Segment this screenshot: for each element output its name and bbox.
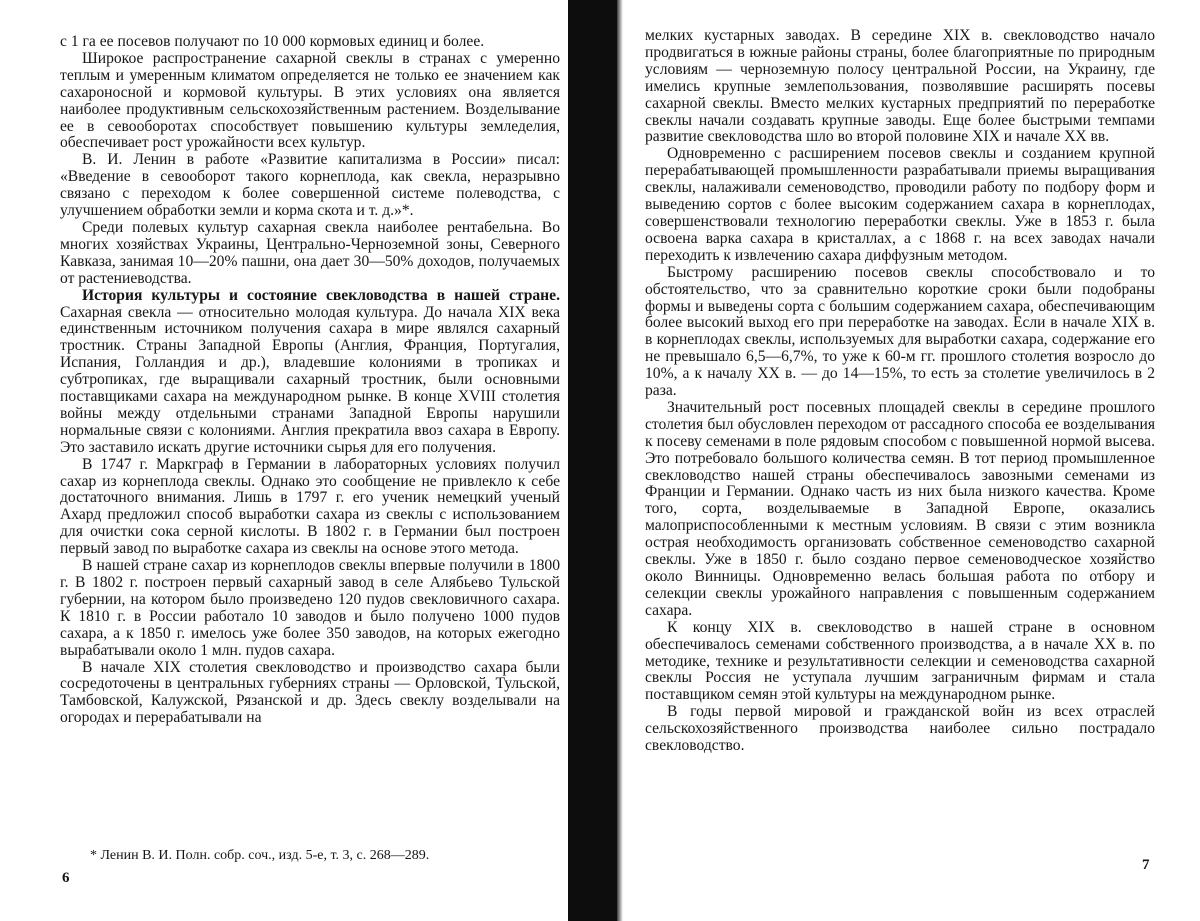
left-paragraph-3: В. И. Ленин в работе «Развитие капитализма в России» писал: «Введение в севооборот такого корнеплода, как свекла, неразрывно связано с переходом к более совершенной системе полеводства, с улучшением обработки земли и корма скота и т. д.»*. <box>60 151 560 220</box>
right-paragraph-5: К концу XIX в. свекловодство в нашей стране в основном обеспечивалось семенами собственного производства, а в начале XX в. по методике, технике и результативности селекции и семеноводства сахарной свеклы Россия не уступала лучшим заграничным фирмам и стала поставщиком семян этой культуры на международном рынке. <box>645 618 1155 704</box>
footnote: * Ленин В. И. Полн. собр. соч., изд. 5-е, т. 3, с. 268—289. <box>90 848 430 863</box>
left-paragraph-4: Среди полевых культур сахарная свекла наиболее рентабельна. Во многих хозяйствах Украины, Центрально-Черноземной зоны, Северного Кавказа, занимая 10—20% пашни, она дает 30—50% доходов, получаемых от растениеводства. <box>60 218 560 287</box>
page-number-right: 7 <box>1142 857 1150 873</box>
left-paragraph-5 <box>60 288 560 457</box>
right-paragraph-6: В годы первой мировой и гражданской войн из всех отраслей сельскохозяйственного производства наиболее сильно пострадало свекловодство. <box>645 703 1155 755</box>
left-paragraph-6: В 1747 г. Маркграф в Германии в лабораторных условиях получил сахар из корнеплода свеклы. Однако это сообщение не привлекло к себе достаточного внимания. Лишь в 1797 г. его ученик немецкий ученый Ахард предложил способ выработки сахара из свеклы с использованием для очистки сока серной кислоты. В 1802 г. в Германии был построен первый завод по выработке сахара из свеклы на основе этого метода. <box>60 455 560 558</box>
right-paragraph-2: Одновременно с расширением посевов свеклы и созданием крупной перерабатывающей промышленности разрабатывали приемы выращивания свеклы, налаживали семеноводство, проводили работу по подбору форм и выведению сортов с более высоким содержанием сахара в корнеплодах, совершенствовали технологию переработки свеклы. Уже в 1853 г. была освоена варка сахара в кристаллах, а с 1868 г. на всех заводах начали переходить к извлечению сахара диффузным методом. <box>645 145 1155 264</box>
right-page <box>645 28 1155 755</box>
right-paragraph-4: Значительный рост посевных площадей свеклы в середине прошлого столетия был обусловлен переходом от рассадного способа ее возделывания к посеву семенами в поле рядовым способом с повышенной нормой высева. Это потребовало большого количества семян. В тот период промышленное свекловодство нашей страны обеспечивалось завозными семенами из Франции и Германии. Однако часть из них была низкого качества. Кроме того, сорта, возделываемые в Западной Европе, оказались малоприспособленными к местным условиям. В связи с этим возникла острая необходимость организовать собственное семеноводство сахарной свеклы. Уже в 1850 г. было создано первое семеноводческое хозяйство около Винницы. Одновременно велась большая работа по отбору и селекции свеклы урожайного направления с повышенным содержанием сахара. <box>645 398 1155 619</box>
section-heading-body: Сахарная свекла — относительно молодая культура. До начала XIX века единственным источником получения сахара в мире являлся сахарный тростник. Страны Западной Европы (Англия, Франция, Португалия, Испания, Голландия и др.), владевшие колониями в тропиках и субтропиках, где выращивали сахарный тростник, были основными поставщиками сахара на международном рынке. В конце XVIII столетия войны между отдельными странами Западной Европы нарушили нормальные связи с колониями. Англия прекратила ввоз сахара в Европу. Это заставило искать другие источники сырья для его получения. <box>60 303 560 456</box>
left-paragraph-1: с 1 га ее посевов получают по 10 000 кормовых единиц и более. <box>60 33 485 50</box>
left-page <box>60 34 560 727</box>
gutter-shadow <box>617 0 623 921</box>
section-heading: История культуры и состояние свекловодства в нашей стране. <box>82 286 560 304</box>
left-paragraph-7: В нашей стране сахар из корнеплодов свеклы впервые получили в 1800 г. В 1802 г. построен первый сахарный завод в селе Алябьево Тульской губернии, на котором было произведено 120 пудов свекловичного сахара. К 1810 г. в России работало 10 заводов и было получено 1000 пудов сахара, а к 1850 г. имелось уже более 350 заводов, на которых ежегодно вырабатывали около 1 млн. пудов сахара. <box>60 557 560 659</box>
book-gutter <box>568 0 617 921</box>
left-paragraph-8: В начале XIX столетия свекловодство и производство сахара были сосредоточены в центральных губерниях страны — Орловской, Тульской, Тамбовской, Калужской, Рязанской и др. Здесь свеклу возделывали на огородах и перерабатывали на <box>60 658 560 727</box>
right-paragraph-3: Быстрому расширению посевов свеклы способствовало и то обстоятельство, что за сравнительно короткие сроки были подобраны формы и выведены сорта с большим содержанием сахара, обеспечивающим более высокий выход его при переработке на заводах. Если в начале XIX в. в корнеплодах свеклы, используемых для выработки сахара, содержание его не превышало 6,5—6,7%, то уже к 60-м гг. прошлого столетия возросло до 10%, а к началу XX в. — до 14—15%, то есть за столетие увеличилось в 2 раза. <box>645 263 1155 400</box>
left-paragraph-2: Широкое распространение сахарной свеклы в странах с умеренно теплым и умеренным климатом определяется не только ее значением как сахароносной и кормовой культуры. В этих условиях она является наиболее продуктивным сельскохозяйственным растением. Возделывание ее в севооборотах способствует повышению культуры земледелия, обеспечивает рост урожайности всех культур. <box>60 49 560 152</box>
page-number-left: 6 <box>62 870 70 886</box>
right-paragraph-1: мелких кустарных заводах. В середине XIX в. свекловодство начало продвигаться в южные районы страны, более благоприятные по природным условиям — черноземную полосу центральной России, на Украину, где имелись крупные землепользования, позволявшие расширять посевы сахарной свеклы. Вместо мелких кустарных предприятий по переработке свеклы начали создавать крупные заводы. Еще более быстрыми темпами развитие свекловодства шло во второй половине XIX и начале XX вв. <box>645 27 1155 146</box>
